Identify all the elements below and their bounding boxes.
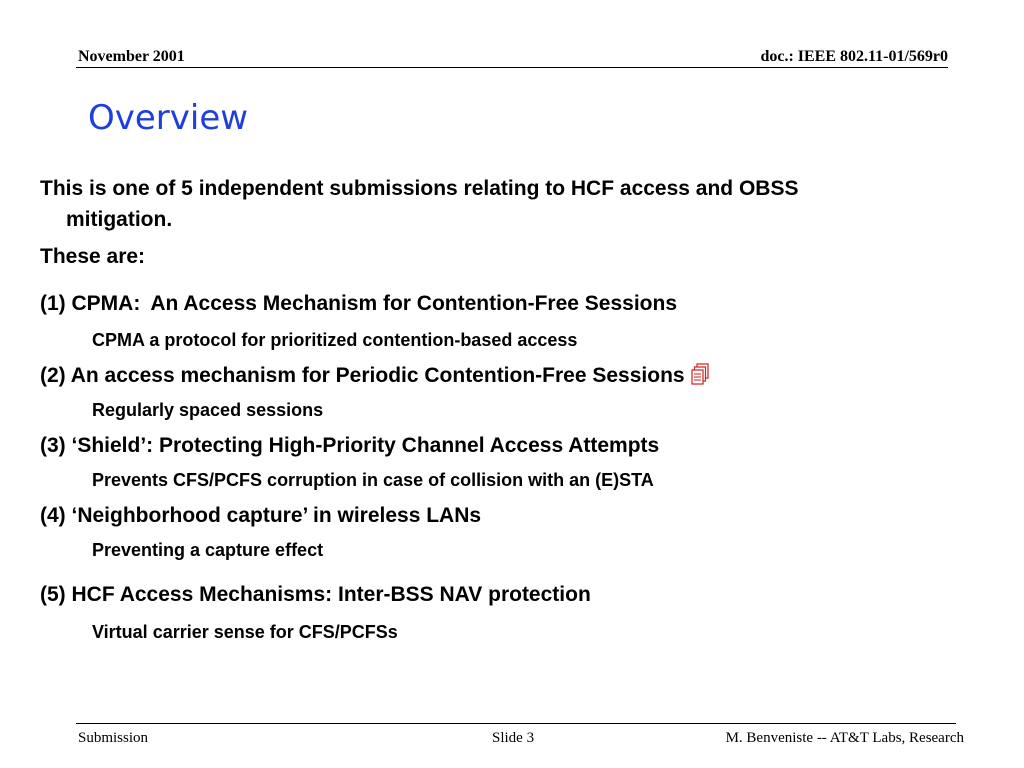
header-date: November 2001 (78, 48, 185, 65)
list-item-1-title (40, 289, 677, 319)
header-doc-id: doc.: IEEE 802.11-01/569r0 (760, 48, 948, 65)
list-item-2-sub: Regularly spaced sessions (92, 400, 324, 420)
intro-line-1: This is one of 5 independent submissions relating to HCF access and OBSS (40, 177, 799, 200)
list-item-5-sub: Virtual carrier sense for CFS/PCFSs (92, 622, 398, 642)
slide-title: Overview (88, 98, 249, 138)
list-item-4-title: (4) ‘Neighborhood capture’ in wireless LANs (40, 504, 482, 527)
list-item-2-title (40, 361, 709, 394)
document-stack-icon[interactable] (691, 363, 709, 394)
footer-slide-number: Slide 3 (492, 730, 535, 746)
list-item-1-text: An Access Mechanism for Contention-Free Sessions (150, 292, 678, 315)
list-item-3-title: (3) ‘Shield’: Protecting High-Priority Channel Access Attempts (40, 434, 660, 457)
list-item-1-number: (1) CPMA: (40, 292, 141, 315)
header-rule (76, 67, 948, 68)
list-item-5-title: (5) HCF Access Mechanisms: Inter-BSS NAV protection (40, 583, 591, 606)
list-item-1-sub: CPMA a protocol for prioritized contention-based access (92, 330, 578, 350)
footer-submission: Submission (78, 730, 149, 746)
footer-rule (76, 723, 956, 724)
footer-author: M. Benveniste -- AT&T Labs, Research (725, 730, 964, 746)
these-are-label: These are: (40, 245, 146, 268)
list-item-2-text: (2) An access mechanism for Periodic Contention-Free Sessions (40, 364, 685, 387)
list-item-3-sub: Prevents CFS/PCFS corruption in case of collision with an (E)STA (92, 470, 654, 490)
list-item-4-sub: Preventing a capture effect (92, 540, 324, 560)
intro-line-2: mitigation. (66, 208, 173, 231)
